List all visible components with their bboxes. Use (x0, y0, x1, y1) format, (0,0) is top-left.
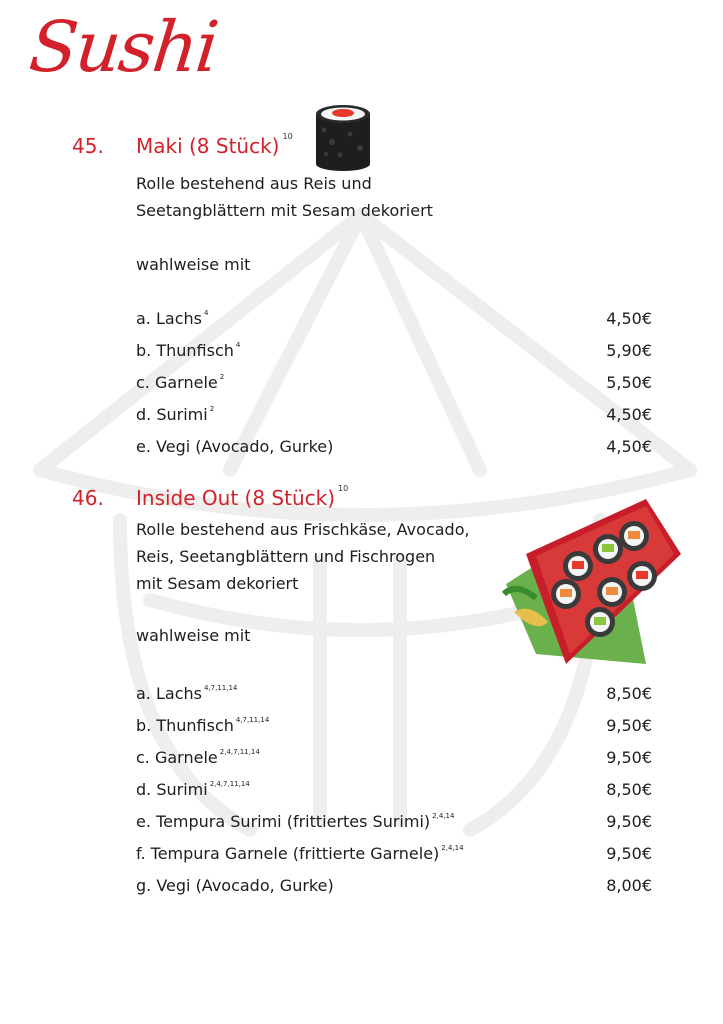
section-description-maki (136, 170, 433, 224)
item-allergens: 2,4,14 (432, 812, 455, 820)
item-label: e. Tempura Surimi (frittiertes Surimi) (136, 812, 431, 831)
item-label: d. Surimi (136, 780, 208, 799)
item-label: g. Vegi (Avocado, Gurke) (136, 876, 334, 895)
section-number: 46. (72, 486, 104, 510)
menu-item (136, 835, 652, 867)
item-allergens: 4,7,11,14 (203, 684, 238, 692)
menu-item (136, 707, 652, 739)
item-price: 5,90€ (606, 341, 652, 360)
option-note-inside-out: wahlweise mit (136, 626, 251, 645)
item-label: c. Garnele (136, 373, 218, 392)
item-allergens: 2,4,7,11,14 (209, 780, 250, 788)
item-price: 9,50€ (606, 812, 652, 831)
inside-out-platter-icon (496, 494, 686, 669)
description-line: Seetangblättern mit Sesam dekoriert (136, 201, 433, 220)
menu-item (136, 739, 652, 771)
menu-item (136, 771, 652, 803)
item-allergens: 4 (235, 341, 241, 349)
menu-item (136, 332, 652, 364)
item-price: 4,50€ (606, 309, 652, 328)
description-line: Rolle bestehend aus Reis und (136, 174, 372, 193)
menu-item (136, 396, 652, 428)
item-label: d. Surimi (136, 405, 208, 424)
item-label: b. Thunfisch (136, 341, 234, 360)
item-price: 4,50€ (606, 437, 652, 456)
description-line: Rolle bestehend aus Frischkäse, Avocado, (136, 520, 470, 539)
section-name: Inside Out (8 Stück) (136, 486, 336, 510)
menu-item (136, 364, 652, 396)
item-price: 4,50€ (606, 405, 652, 424)
maki-roll-icon (310, 100, 376, 172)
item-allergens: 2,4,14 (441, 844, 464, 852)
item-list-inside-out (136, 675, 652, 899)
menu-item (136, 867, 652, 899)
item-allergens: 4 (203, 309, 209, 317)
item-price: 8,00€ (606, 876, 652, 895)
section-allergen: 10 (338, 484, 349, 493)
description-line: mit Sesam dekoriert (136, 574, 299, 593)
item-allergens: 2,4,7,11,14 (219, 748, 260, 756)
item-label: a. Lachs (136, 684, 202, 703)
section-name: Maki (8 Stück) (136, 134, 280, 158)
item-label: e. Vegi (Avocado, Gurke) (136, 437, 334, 456)
section-number: 45. (72, 134, 104, 158)
item-price: 8,50€ (606, 780, 652, 799)
item-price: 8,50€ (606, 684, 652, 703)
page-title: Sushi (25, 6, 221, 88)
item-label: c. Garnele (136, 748, 218, 767)
menu-item (136, 300, 652, 332)
section-heading-maki (72, 132, 293, 158)
section-heading-inside-out (72, 484, 348, 510)
menu-item (136, 803, 652, 835)
option-note-maki: wahlweise mit (136, 255, 251, 274)
menu-item (136, 428, 652, 460)
item-allergens: 4,7,11,14 (235, 716, 270, 724)
item-price: 9,50€ (606, 748, 652, 767)
item-price: 9,50€ (606, 716, 652, 735)
item-price: 5,50€ (606, 373, 652, 392)
description-line: Reis, Seetangblättern und Fischrogen (136, 547, 436, 566)
item-label: a. Lachs (136, 309, 202, 328)
item-allergens: 2 (209, 405, 215, 413)
item-list-maki (136, 300, 652, 460)
section-description-inside-out (136, 516, 470, 597)
item-label: f. Tempura Garnele (frittierte Garnele) (136, 844, 440, 863)
item-label: b. Thunfisch (136, 716, 234, 735)
item-allergens: 2 (219, 373, 225, 381)
item-price: 9,50€ (606, 844, 652, 863)
section-allergen: 10 (282, 132, 293, 141)
menu-item (136, 675, 652, 707)
